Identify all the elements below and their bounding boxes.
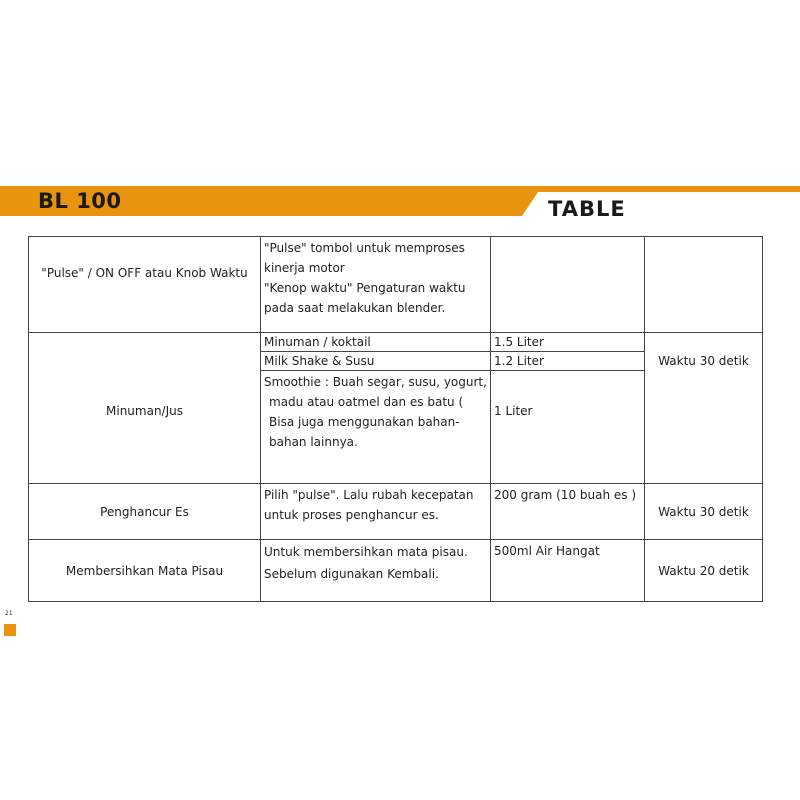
capacity-cell: [491, 237, 645, 333]
table-row: [29, 333, 763, 352]
details-line: Untuk membersihkan mata pisau.: [264, 545, 468, 559]
details-line: Bisa juga menggunakan bahan-: [269, 415, 460, 429]
details-cell: [261, 540, 491, 602]
details-cell: Minuman / koktail: [261, 333, 491, 352]
details-line: "Kenop waktu" Pengaturan waktu: [264, 281, 466, 295]
details-cell: Milk Shake & Susu: [261, 352, 491, 371]
details-line: "Pulse" tombol untuk memproses: [264, 241, 465, 255]
details-line: pada saat melakukan blender.: [264, 301, 446, 315]
capacity-cell: 200 gram (10 buah es ): [491, 484, 645, 540]
capacity-cell: 1 Liter: [491, 371, 645, 484]
time-cell: [645, 237, 763, 333]
details-line: Pilih "pulse". Lalu rubah kecepatan: [264, 488, 474, 502]
capacity-cell: 500ml Air Hangat: [491, 540, 645, 602]
function-cell: Penghancur Es: [29, 484, 261, 540]
details-cell: [261, 237, 491, 333]
page-number: 21: [5, 610, 13, 617]
details-line: madu atau oatmel dan es batu (: [269, 395, 464, 409]
model-title: BL 100: [38, 189, 122, 213]
table-row: [29, 237, 763, 333]
details-line: Sebelum digunakan Kembali.: [264, 567, 439, 581]
table-row: [29, 484, 763, 540]
time-cell: Waktu 30 detik: [645, 333, 763, 484]
table-row: [29, 540, 763, 602]
details-cell: [261, 484, 491, 540]
function-cell: Minuman/Jus: [29, 333, 261, 484]
function-cell: Membersihkan Mata Pisau: [29, 540, 261, 602]
details-line: kinerja motor: [264, 261, 345, 275]
page-marker: [2, 606, 16, 634]
details-line: untuk proses penghancur es.: [264, 508, 439, 522]
page-marker-square: [4, 624, 16, 636]
time-cell: Waktu 30 detik: [645, 484, 763, 540]
capacity-cell: 1.2 Liter: [491, 352, 645, 371]
function-cell: "Pulse" / ON OFF atau Knob Waktu: [29, 237, 261, 333]
capacity-cell: 1.5 Liter: [491, 333, 645, 352]
section-title: TABLE: [548, 197, 626, 221]
details-cell: [261, 371, 491, 484]
details-line: bahan lainnya.: [269, 435, 358, 449]
spec-table: [28, 236, 763, 602]
time-cell: Waktu 20 detik: [645, 540, 763, 602]
details-line: Smoothie : Buah segar, susu, yogurt,: [264, 375, 487, 389]
